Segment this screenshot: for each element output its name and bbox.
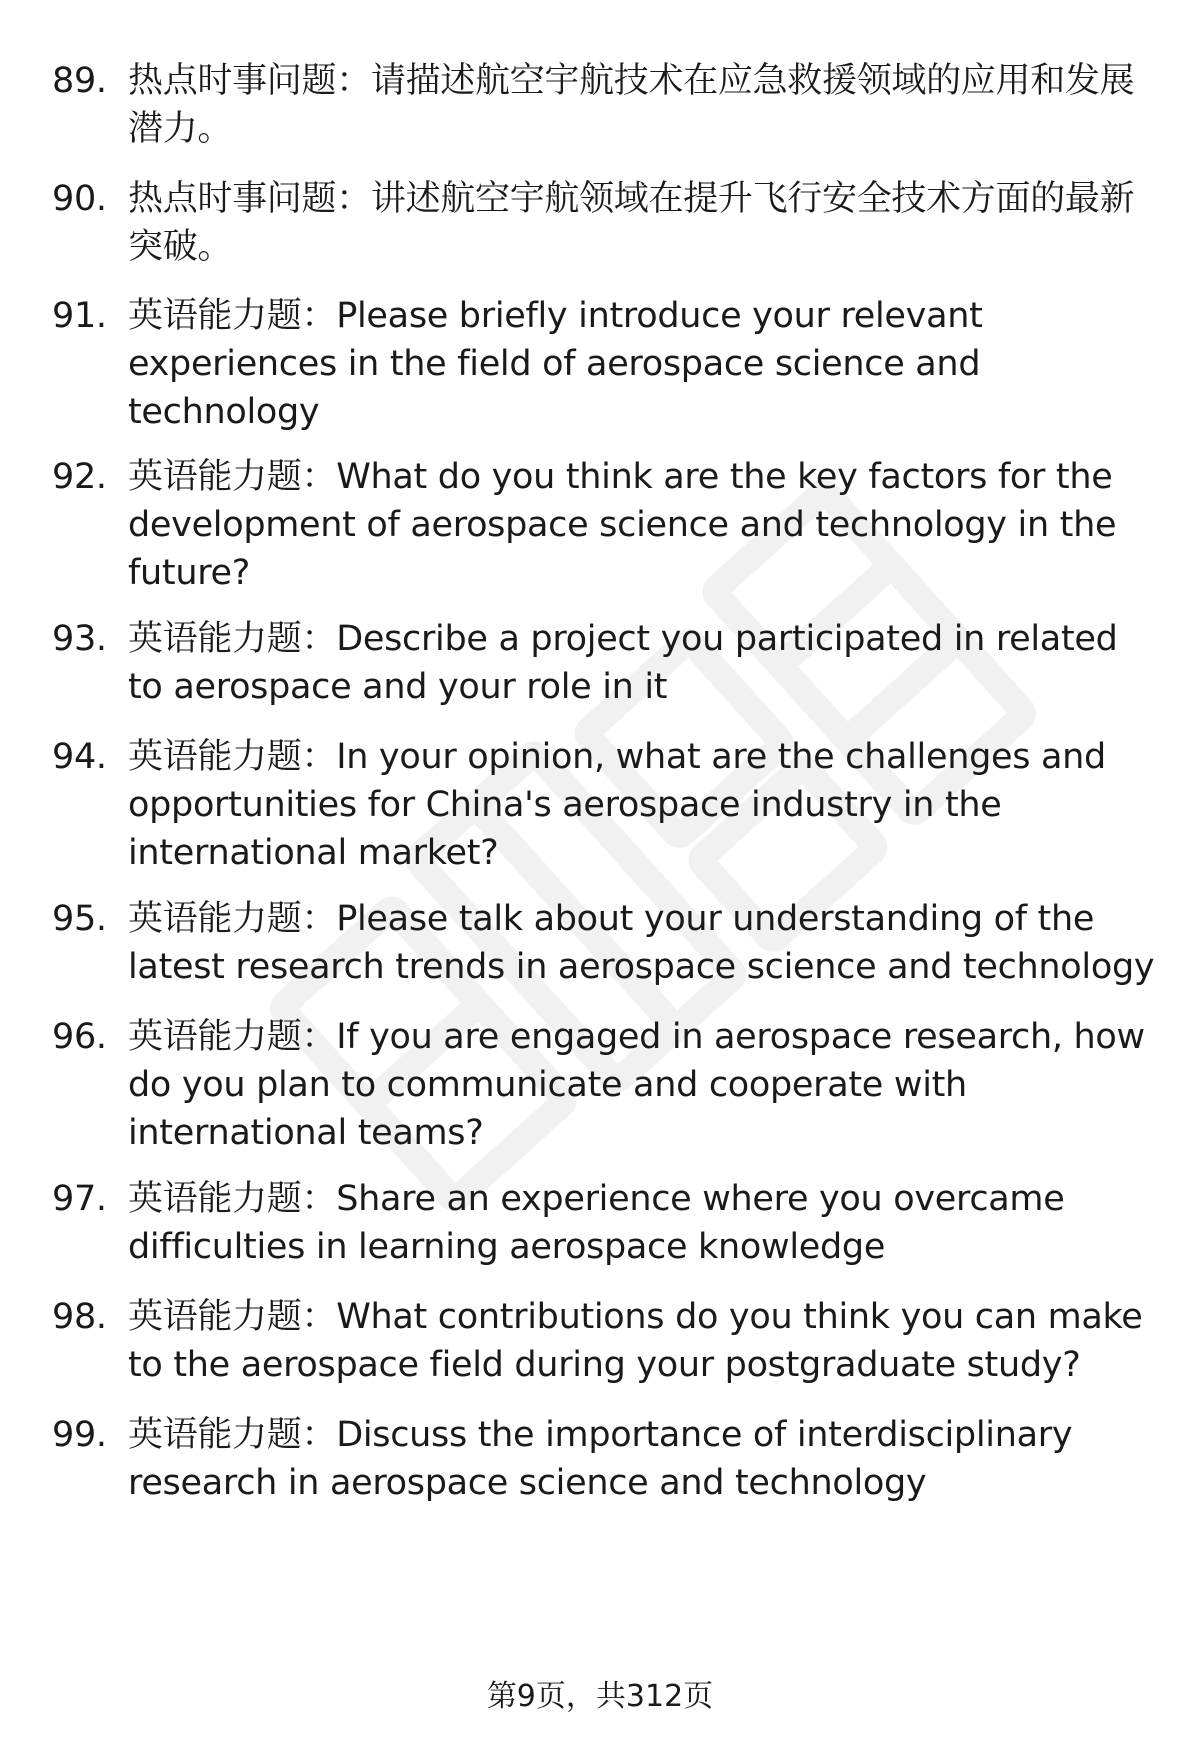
question-text: What do you think are the key factors for the development of aerospace science and technology in the future? — [128, 457, 1117, 593]
question-item — [52, 615, 1162, 711]
question-number: 97. — [52, 1179, 107, 1219]
question-category: 英语能力题： — [128, 737, 337, 777]
question-number: 89. — [52, 61, 107, 101]
question-text: In your opinion, what are the challenges and opportunities for China's aerospace industry in the international market? — [128, 737, 1106, 873]
question-category: 英语能力题： — [128, 1179, 337, 1219]
question-number: 96. — [52, 1017, 107, 1057]
question-number: 92. — [52, 457, 107, 497]
question-category: 英语能力题： — [128, 457, 337, 497]
question-number: 98. — [52, 1297, 107, 1337]
question-item — [52, 1293, 1162, 1389]
question-category: 英语能力题： — [128, 1017, 337, 1057]
question-category: 英语能力题： — [128, 1297, 337, 1337]
page-number-footer: 第9页，共312页 — [486, 1679, 714, 1714]
question-item — [52, 1175, 1162, 1271]
question-text: If you are engaged in aerospace research, how do you plan to communicate and cooperate with international teams? — [128, 1017, 1145, 1153]
question-item — [52, 1411, 1162, 1507]
question-text: Please talk about your understanding of the latest research trends in aerospace science and technology — [128, 899, 1155, 987]
question-category: 热点时事问题： — [128, 179, 371, 219]
question-text: Describe a project you participated in related to aerospace and your role in it — [128, 619, 1118, 707]
question-item — [52, 57, 1162, 153]
question-category: 英语能力题： — [128, 296, 337, 336]
question-number: 90. — [52, 179, 107, 219]
question-category: 英语能力题： — [128, 899, 337, 939]
question-category: 英语能力题： — [128, 1415, 337, 1455]
question-item — [52, 895, 1162, 991]
question-text: Share an experience where you overcame difficulties in learning aerospace knowledge — [128, 1179, 1065, 1267]
question-item — [52, 175, 1162, 271]
question-number: 95. — [52, 899, 107, 939]
question-number: 91. — [52, 296, 107, 336]
question-item — [52, 453, 1162, 597]
question-number: 99. — [52, 1415, 107, 1455]
question-item — [52, 292, 1162, 436]
question-number: 93. — [52, 619, 107, 659]
question-text: What contributions do you think you can make to the aerospace field during your postgraduate study? — [128, 1297, 1143, 1385]
question-number: 94. — [52, 737, 107, 777]
question-text: Discuss the importance of interdisciplinary research in aerospace science and technology — [128, 1415, 1073, 1503]
question-category: 热点时事问题： — [128, 61, 371, 101]
question-item — [52, 733, 1162, 877]
question-text: 讲述航空宇航领域在提升飞行安全技术方面的最新突破。 — [128, 179, 1135, 267]
question-text: Please briefly introduce your relevant experiences in the field of aerospace science and technology — [128, 296, 983, 432]
question-category: 英语能力题： — [128, 619, 337, 659]
question-text: 请描述航空宇航技术在应急救援领域的应用和发展潜力。 — [128, 61, 1135, 149]
question-item — [52, 1013, 1162, 1157]
